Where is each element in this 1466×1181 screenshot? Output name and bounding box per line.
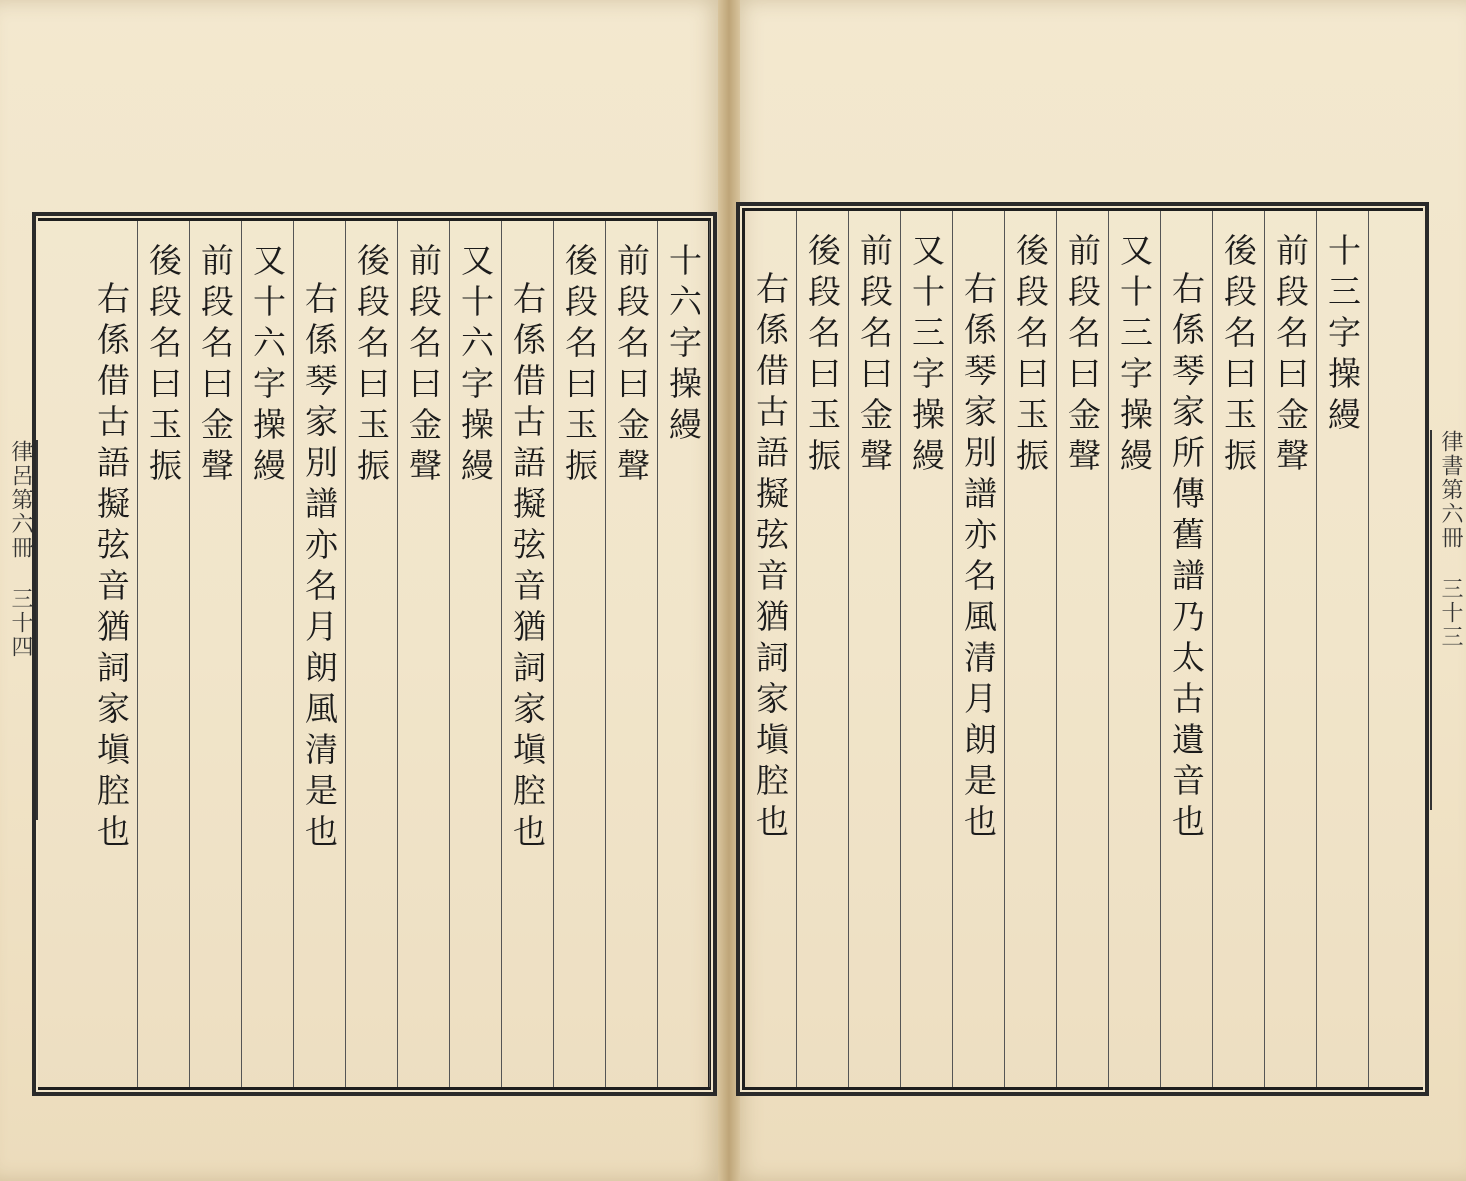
left-col-12: 右係借古語擬弦音猶詞家塡腔也 xyxy=(86,221,138,1087)
left-col-6: 前段名曰金聲 xyxy=(398,221,450,1087)
right-col-9: 又十三字操縵 xyxy=(901,211,953,1087)
right-col-6: 前段名曰金聲 xyxy=(1057,211,1109,1087)
right-page-number: 三十三 xyxy=(1438,577,1463,649)
left-page-number: 三十四 xyxy=(8,587,33,659)
left-col-1: 十六字操縵 xyxy=(658,221,710,1087)
right-col-8: 右係琴家別譜亦名風清月朗是也 xyxy=(953,211,1005,1087)
left-edge-label xyxy=(6,440,38,820)
right-col-2: 前段名曰金聲 xyxy=(1265,211,1317,1087)
left-col-8: 右係琴家別譜亦名月朗風清是也 xyxy=(294,221,346,1087)
left-col-3: 後段名曰玉振 xyxy=(554,221,606,1087)
left-col-4: 右係借古語擬弦音猶詞家塡腔也 xyxy=(502,221,554,1087)
right-edge-label xyxy=(1430,430,1466,810)
right-col-10: 前段名曰金聲 xyxy=(849,211,901,1087)
right-col-7: 後段名曰玉振 xyxy=(1005,211,1057,1087)
left-page-frame xyxy=(38,218,711,1090)
left-col-9: 又十六字操縵 xyxy=(242,221,294,1087)
left-col-11: 後段名曰玉振 xyxy=(138,221,190,1087)
right-col-4: 右係琴家所傳舊譜乃太古遺音也 xyxy=(1161,211,1213,1087)
right-col-3: 後段名曰玉振 xyxy=(1213,211,1265,1087)
left-col-7: 後段名曰玉振 xyxy=(346,221,398,1087)
left-edge-title: 律呂第六冊 xyxy=(8,440,33,560)
right-edge-title: 律書第六冊 xyxy=(1438,430,1463,550)
right-page-frame xyxy=(742,208,1423,1090)
left-col-2: 前段名曰金聲 xyxy=(606,221,658,1087)
book-gutter xyxy=(718,0,740,1181)
right-col-11: 後段名曰玉振 xyxy=(797,211,849,1087)
right-col-12: 右係借古語擬弦音猶詞家塡腔也 xyxy=(745,211,797,1087)
left-col-10: 前段名曰金聲 xyxy=(190,221,242,1087)
right-col-5: 又十三字操縵 xyxy=(1109,211,1161,1087)
right-col-1: 十三字操縵 xyxy=(1317,211,1369,1087)
music-lines-container xyxy=(0,0,1,1)
left-col-5: 又十六字操縵 xyxy=(450,221,502,1087)
